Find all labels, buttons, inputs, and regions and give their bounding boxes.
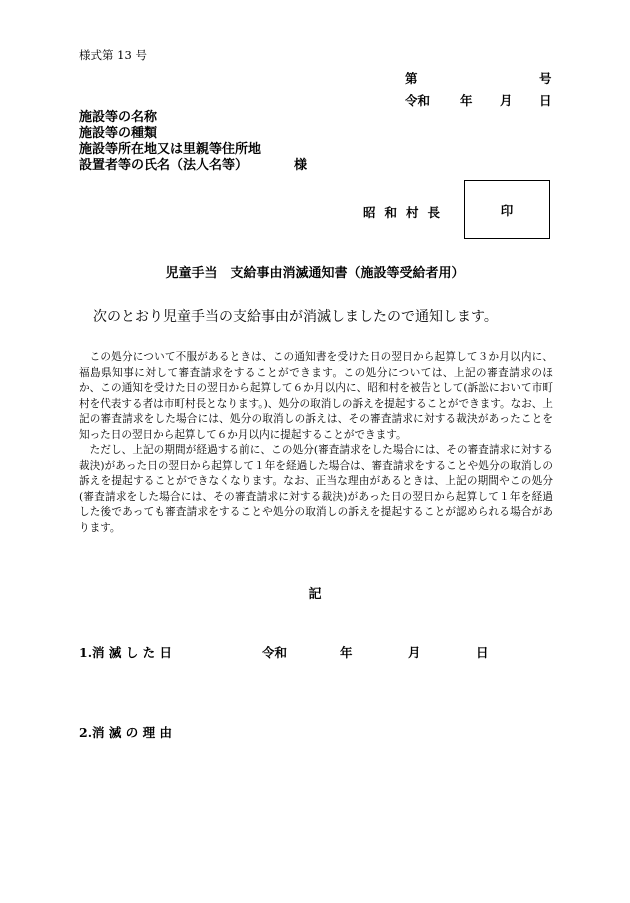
doc-number-prefix: 第	[405, 71, 418, 86]
facility-type-label: 施設等の種類	[79, 126, 158, 141]
seal-mark: 印	[500, 202, 514, 218]
document-title: 児童手当 支給事由消滅通知書（施設等受給者用）	[165, 266, 465, 281]
appeal-notice	[79, 350, 553, 536]
date-day: 日	[539, 93, 552, 108]
doc-number-suffix: 号	[539, 71, 552, 86]
section1-era: 令和	[262, 645, 288, 660]
facility-address-label: 施設等所在地又は里親等住所地	[79, 142, 262, 157]
form-number: 様式第 13 号	[79, 48, 147, 62]
lead-sentence: 次のとおり児童手当の支給事由が消滅しましたので通知します。	[93, 309, 498, 325]
section1-month: 月	[408, 645, 421, 660]
founder-name-label: 設置者等の氏名（法人名等）	[79, 158, 249, 173]
mayor-title: 昭和村長	[363, 205, 450, 220]
honorific: 様	[294, 158, 308, 173]
date-year: 年	[460, 93, 473, 108]
seal-box	[464, 180, 550, 239]
section2-label: 2.消 滅 の 理 由	[79, 725, 172, 740]
date-month: 月	[500, 93, 513, 108]
appeal-notice-paragraph-1: この処分について不服があるときは、この通知書を受けた日の翌日から起算して３か月以内に、福島県知事に対して審査請求をすることができます。この処分については、上記の審査請求のほか、この通知を受けた日の翌日から起算して６か月以内に、昭和村を被告として(訴訟において市町村を代表する者は市町村長となります。)、処分の取消しの訴えを提起することができます。なお、上記の審査請求をした場合には、処分の取消しの訴えは、その審査請求に対する裁決があったことを知った日の翌日から起算して６か月以内に提起することができます。	[79, 351, 553, 441]
appeal-notice-paragraph-2: ただし、上記の期間が経過する前に、この処分(審査請求をした場合には、その審査請求に対する裁決)があった日の翌日から起算して１年を経過した場合は、審査請求をすることや処分の取消しの訴えを提起することができなくなります。なお、正当な理由があるときは、上記の期間やこの処分(審査請求をした場合には、その審査請求に対する裁決)があった日の翌日から起算して１年を経過した後であっても審査請求をすることや処分の取消しの訴えを提起することが認められる場合があります。	[79, 444, 553, 534]
section1-day: 日	[476, 645, 489, 660]
date-era: 令和	[405, 93, 431, 108]
section1-year: 年	[340, 645, 353, 660]
section1-label: 1.消 滅 し た 日	[79, 645, 172, 660]
facility-name-label: 施設等の名称	[79, 110, 158, 125]
ki-heading: 記	[308, 587, 322, 602]
